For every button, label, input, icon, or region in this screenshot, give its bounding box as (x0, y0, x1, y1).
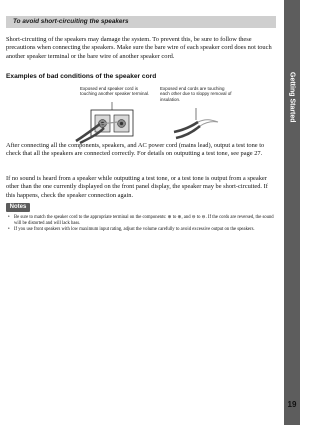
note-item (8, 215, 276, 227)
note-text: If you use front speakers with low maximum input rating, adjust the volume carefully to avoid excessive output on the speakers. (14, 227, 255, 232)
caption-right: Exposed end cords are touching each other due to sloppy removal of insulation. (160, 86, 232, 102)
note-text: Be sure to match the speaker cord to the appropriate terminal on the components: ⊕ to ⊕, and ⊖ to ⊖. If the cords are reversed, the sound will be distorted and will lack bass. (14, 215, 274, 226)
note-item (8, 227, 276, 233)
test-tone-paragraph: After connecting all the components, speakers, and AC power cord (mains lead), output a test tone to check that all the speakers are connected correctly. For details on outputting a test tone, see page 27. (6, 142, 265, 158)
side-tab-label-text: Getting Started (288, 71, 296, 123)
no-sound-paragraph: If no sound is heard from a speaker while outputting a test tone, or a test tone is output from a speaker other than the one currently displayed on the front panel display, the speaker may be short-circuited. If this happens, check the speaker connection again. (6, 175, 268, 199)
subheading: Examples of bad conditions of the speaker cord (6, 73, 157, 80)
bullet-icon: • (8, 215, 10, 220)
side-tab-label (286, 62, 298, 132)
page-number: 19 (287, 400, 297, 409)
cord-right (174, 120, 218, 138)
notes-label: Notes (6, 203, 30, 212)
section-title: To avoid short-circuiting the speakers (13, 18, 129, 25)
caption-left: Exposed end speaker cord is touching another speaker terminal. (80, 86, 150, 97)
bullet-icon: • (8, 227, 10, 232)
intro-paragraph: Short-circuiting of the speakers may damage the system. To prevent this, be sure to follow these precautions when connecting the speakers. Make sure the bare wire of each speaker cord does not touch another speaker terminal or the bare wire of another speaker cord. (6, 36, 272, 60)
